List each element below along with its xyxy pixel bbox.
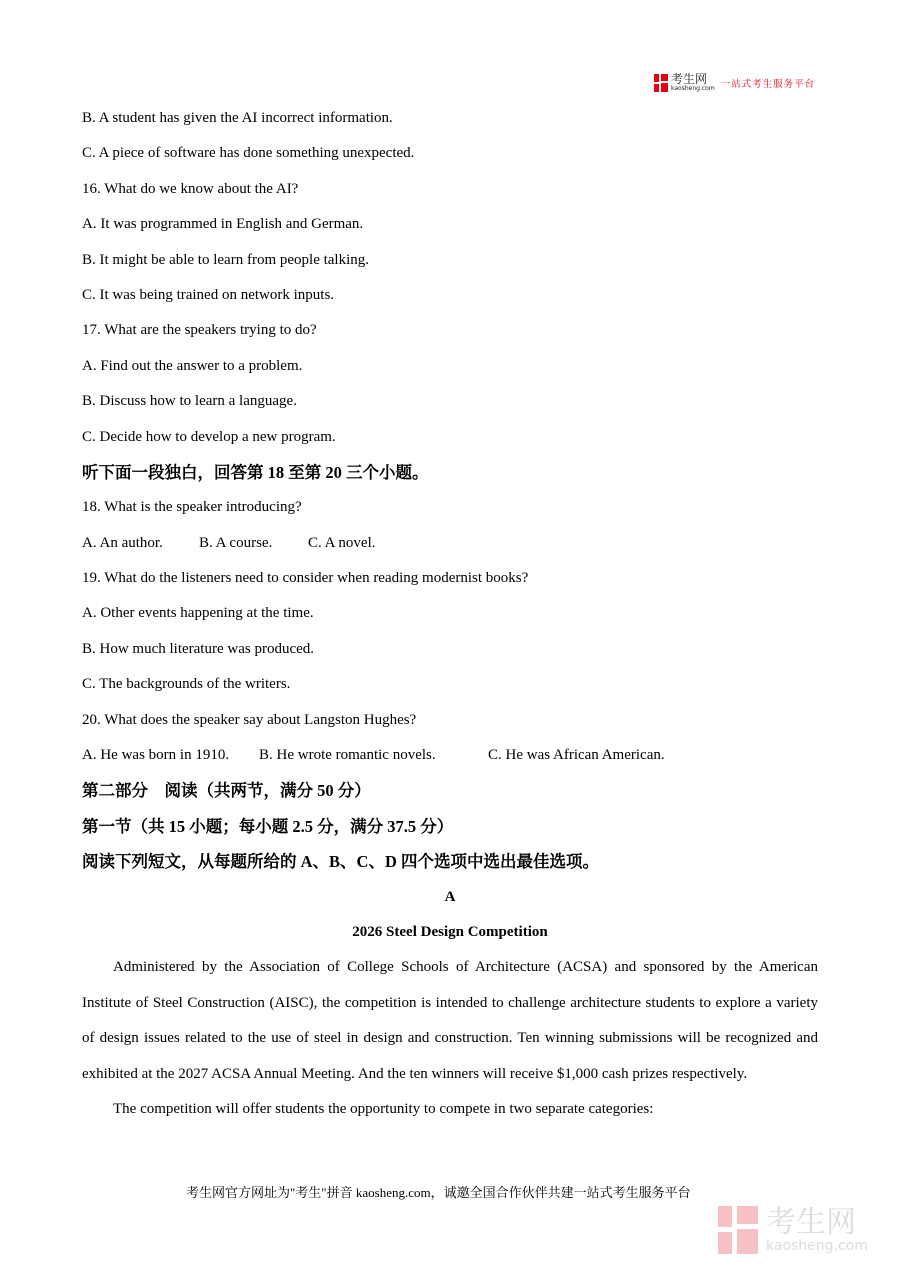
- option: B. He wrote romantic novels.: [259, 747, 436, 764]
- question-20: 20. What does the speaker say about Langston Hughes?: [82, 711, 417, 728]
- logo-name: 考生网 kaosheng.com: [671, 72, 715, 92]
- option: C. The backgrounds of the writers.: [82, 676, 291, 693]
- logo-mark-icon: [654, 74, 668, 92]
- option: A. An author.: [82, 534, 163, 551]
- watermark-name: 考生网: [766, 1205, 856, 1240]
- options-row-20: [82, 738, 818, 773]
- option: A. Other events happening at the time.: [82, 605, 314, 622]
- passage-label: A: [444, 888, 456, 905]
- logo-slogan: 一站式考生服务平台: [720, 79, 816, 90]
- passage-paragraph: The competition will offer students the opportunity to compete in two separate categories:: [113, 1101, 654, 1117]
- text-line: C. A piece of software has done something unexpected.: [82, 145, 415, 162]
- question-17: 17. What are the speakers trying to do?: [82, 322, 317, 339]
- document-body: [82, 101, 818, 1127]
- option: C. Decide how to develop a new program.: [82, 428, 336, 445]
- footer-text: 考生网官方网址为"考生"拼音 kaosheng.com，诚邀全国合作伙伴共建一站式考生服务平台: [186, 1185, 691, 1200]
- option: C. He was African American.: [488, 747, 665, 764]
- option: C. A novel.: [308, 534, 376, 551]
- watermark: [718, 1206, 868, 1254]
- question-18: 18. What is the speaker introducing?: [82, 499, 302, 516]
- passage-title: 2026 Steel Design Competition: [352, 923, 548, 940]
- option: B. It might be able to learn from people talking.: [82, 251, 370, 268]
- option: B. How much literature was produced.: [82, 640, 315, 657]
- section-heading: 第一节（共 15 小题；每小题 2.5 分，满分 37.5 分）: [82, 816, 454, 836]
- question-16: 16. What do we know about the AI?: [82, 180, 299, 197]
- watermark-domain: kaosheng.com: [766, 1238, 868, 1254]
- options-row-18: [82, 526, 818, 561]
- option: A. Find out the answer to a problem.: [82, 357, 303, 374]
- part-heading: 第二部分 阅读（共两节，满分 50 分）: [82, 781, 371, 801]
- option: B. Discuss how to learn a language.: [82, 393, 297, 410]
- passage-paragraph: Administered by the Association of College Schools of Architecture (ACSA) and sponsored by the American Institute of Steel Construction (AISC), the competition is intended to challenge architecture students to explore a variety of design issues related to the use of steel in design and construction. Ten winning submissions will be recognized and exhibited at the 2027 ACSA Annual Meeting. And the ten winners will receive $1,000 cash prizes respectively.: [82, 959, 818, 1082]
- header-logo: [654, 74, 815, 92]
- option: C. It was being trained on network inputs.: [82, 286, 335, 303]
- section-heading: 听下面一段独白，回答第 18 至第 20 三个小题。: [82, 462, 429, 482]
- question-19: 19. What do the listeners need to consider when reading modernist books?: [82, 570, 529, 587]
- option: A. It was programmed in English and German.: [82, 216, 364, 233]
- text-line: B. A student has given the AI incorrect information.: [82, 110, 393, 126]
- instruction: 阅读下列短文，从每题所给的 A、B、C、D 四个选项中选出最佳选项。: [82, 852, 600, 872]
- watermark-logo-icon: [718, 1206, 758, 1254]
- option: B. A course.: [199, 534, 273, 551]
- option: A. He was born in 1910.: [82, 747, 230, 764]
